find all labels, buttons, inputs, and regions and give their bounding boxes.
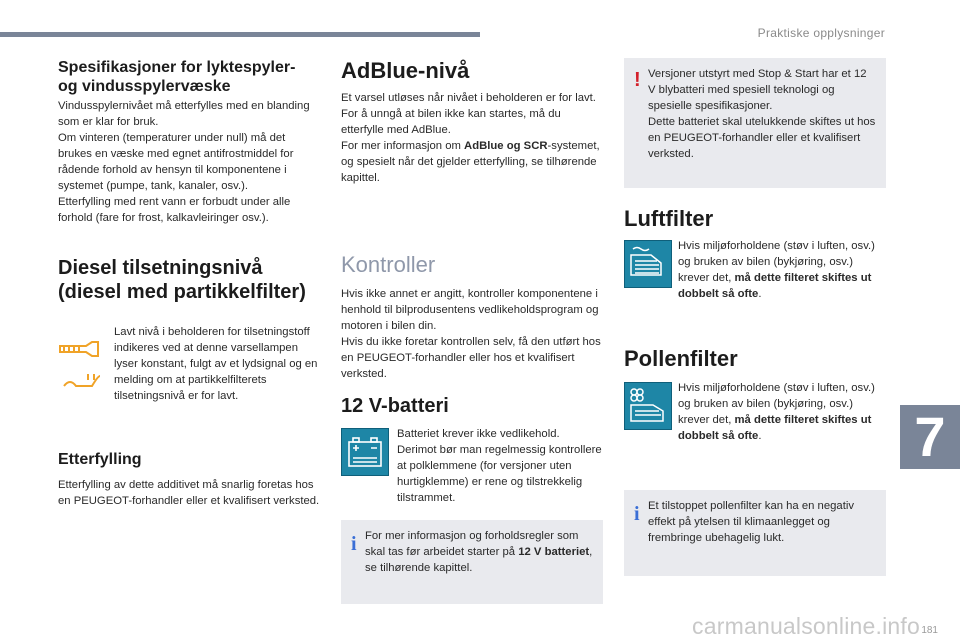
battery-info-text: For mer informasjon og forholdsregler som skal tas før arbeidet starter på 12 V batteriet, se tilhørende kapittel.: [365, 530, 593, 574]
pollen-info-text: Et tilstoppet pollenfilter kan ha en negativ effekt på ytelsen til klimaanlegget og frembringe ubehagelig lukt.: [648, 500, 854, 544]
diesel-body: Lavt nivå i beholderen for tilsetningstoff indikeres ved at denne varsellampen lyser konstant, fulgt av et lydsignal og en melding om at partikkelfilterets tilsetningsnivå er for lavt.: [114, 326, 318, 402]
info-icon: i: [634, 503, 640, 525]
stop-start-warning-text: Versjoner utstyrt med Stop & Start har et 12 V blybatteri med spesiell teknologi og spesielle spesifikasjoner. Dette batteriet skal utelukkende skiftes ut hos en PEUGEOT-forhandler eller et kvalifisert verksted.: [648, 68, 876, 160]
page-number: 181: [921, 625, 938, 636]
pollen-filter-heading: Pollenfilter: [624, 346, 738, 371]
battery-body: Batteriet krever ikke vedlikehold. Derimot bør man regelmessig kontrollere at polklemmene (for versjoner uten hurtigklemme) er rene og tilstrekkelig tilstrammet.: [397, 428, 602, 504]
air-filter-icon: [624, 240, 672, 288]
section-title: Praktiske opplysninger: [757, 26, 885, 40]
pollen-filter-body: Hvis miljøforholdene (støv i luften, osv.) og bruken av bilen (bykjøring, osv.) krever det, må dette filteret skiftes ut dobbelt så ofte.: [678, 382, 875, 442]
diesel-warning-icon: [58, 334, 104, 394]
diesel-heading: Diesel tilsetningsnivå (diesel med partikkelfilter): [58, 257, 306, 303]
watermark: carmanualsonline.info: [692, 613, 920, 639]
header-bar: [0, 32, 480, 37]
battery-heading: 12 V-batteri: [341, 395, 449, 417]
battery-info-note: [341, 520, 603, 604]
air-filter-heading: Luftfilter: [624, 206, 714, 231]
adblue-body: Et varsel utløses når nivået i beholderen er for lavt. For å unngå at bilen ikke kan startes, må du etterfylle med AdBlue. For mer informasjon om AdBlue og SCR-systemet, og spesielt når det gjelder etterfylling, se tilhørende kapittel.: [341, 92, 600, 184]
warning-icon: !: [634, 69, 641, 91]
pollen-info-note: [624, 490, 886, 576]
battery-icon: [341, 428, 389, 476]
spec-body: Vindusspylernivået må etterfylles med en blanding som er klar for bruk. Om vinteren (temperaturer under null) må det brukes en væske med egnet antifrostmiddel for rådende forhold av hensyn til komponentene i systemet (pumpe, tank, kanaler, osv.). Etterfylling med rent vann er forbudt under alle forhold (fare for frost, kalkavleiringer osv.).: [58, 100, 310, 224]
pollen-filter-icon: [624, 382, 672, 430]
spec-heading: Spesifikasjoner for lyktespyler- og vindusspylervæske: [58, 59, 296, 95]
refill-body: Etterfylling av dette additivet må snarlig foretas hos en PEUGEOT-forhandler eller et kvalifisert verksted.: [58, 479, 320, 507]
adblue-heading: AdBlue-nivå: [341, 58, 470, 83]
stop-start-warning-note: [624, 58, 886, 188]
info-icon: i: [351, 533, 357, 555]
chapter-tab: 7: [900, 405, 960, 469]
air-filter-body: Hvis miljøforholdene (støv i luften, osv.) og bruken av bilen (bykjøring, osv.) krever det, må dette filteret skiftes ut dobbelt så ofte.: [678, 240, 875, 300]
control-heading: Kontroller: [341, 252, 436, 277]
refill-heading: Etterfylling: [58, 451, 142, 468]
control-body: Hvis ikke annet er angitt, kontroller komponentene i henhold til bilprodusentens vedlikeholdsprogram og motoren i bilen din. Hvis du ikke foretar kontrollen selv, få den utført hos en PEUGEOT-forhandler eller hos et kvalifisert verksted.: [341, 288, 601, 380]
